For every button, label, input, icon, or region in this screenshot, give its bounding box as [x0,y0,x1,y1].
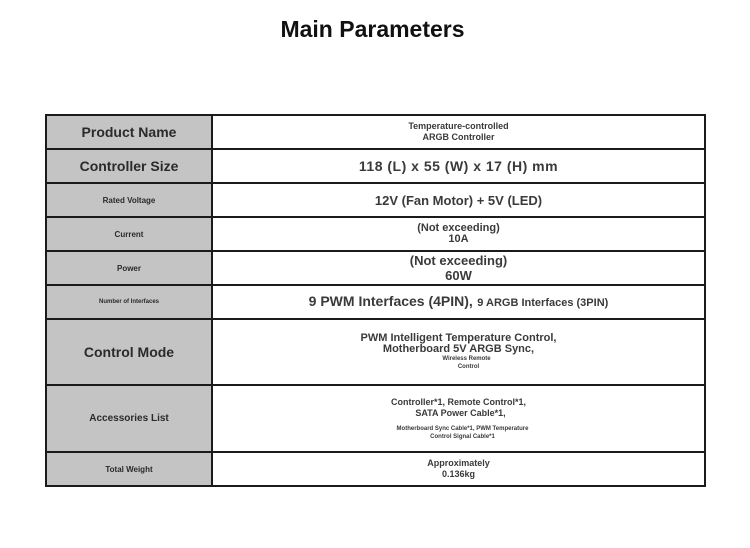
page-title: Main Parameters [280,16,465,42]
row-value-accessories-list [212,385,705,452]
row-value-number-of-interfaces [212,285,705,319]
table-row [46,385,705,452]
product-name-line-1: Temperature-controlled [408,121,509,131]
interfaces-argb: 9 ARGB Interfaces (3PIN) [477,297,609,309]
control-mode-line-4: Control [457,364,480,370]
row-label-power: Power [46,251,212,285]
row-value-controller-size: 118 (L) x 55 (W) x 17 (H) mm [212,149,705,183]
parameters-table [45,114,706,487]
table-row [46,149,705,183]
row-label-control-mode: Control Mode [46,319,212,385]
control-mode-line-2: Motherboard 5V ARGB Sync, [382,343,535,355]
accessories-line-4: Control Signal Cable*1 [430,433,495,440]
current-line-1: (Not exceeding) [417,222,500,234]
accessories-line-3: Motherboard Sync Cable*1, PWM Temperature [396,425,529,432]
accessories-line-1: Controller*1, Remote Control*1, [390,396,527,407]
table-row [46,251,705,285]
row-value-rated-voltage: 12V (Fan Motor) + 5V (LED) [212,183,705,217]
table-row [46,217,705,251]
control-mode-line-3: Wireless Remote [442,356,491,362]
row-value-total-weight [212,452,705,486]
row-value-power [212,251,705,285]
row-label-controller-size: Controller Size [46,149,212,183]
interfaces-pwm: 9 PWM Interfaces (4PIN), [308,293,473,309]
power-line-2: 60W [445,268,472,283]
row-label-accessories-list: Accessories List [46,385,212,452]
row-label-current: Current [46,217,212,251]
table-row [46,285,705,319]
row-value-product-name [212,115,705,149]
power-line-1: (Not exceeding) [409,253,508,268]
table-row [46,319,705,385]
row-value-control-mode [212,319,705,385]
row-label-total-weight: Total Weight [46,452,212,486]
product-name-line-2: ARGB Controller [422,132,495,142]
table-row [46,115,705,149]
row-label-product-name: Product Name [46,115,212,149]
table-row [46,452,705,486]
total-weight-line-2: 0.136kg [441,469,476,479]
accessories-line-2: SATA Power Cable*1, [415,407,506,418]
current-line-2: 10A [448,233,469,245]
row-label-number-of-interfaces: Number of Interfaces [46,285,212,319]
total-weight-line-1: Approximately [427,458,490,468]
row-value-current [212,217,705,251]
control-mode-line-1: PWM Intelligent Temperature Control, [360,332,557,344]
table-row [46,183,705,217]
row-label-rated-voltage: Rated Voltage [46,183,212,217]
